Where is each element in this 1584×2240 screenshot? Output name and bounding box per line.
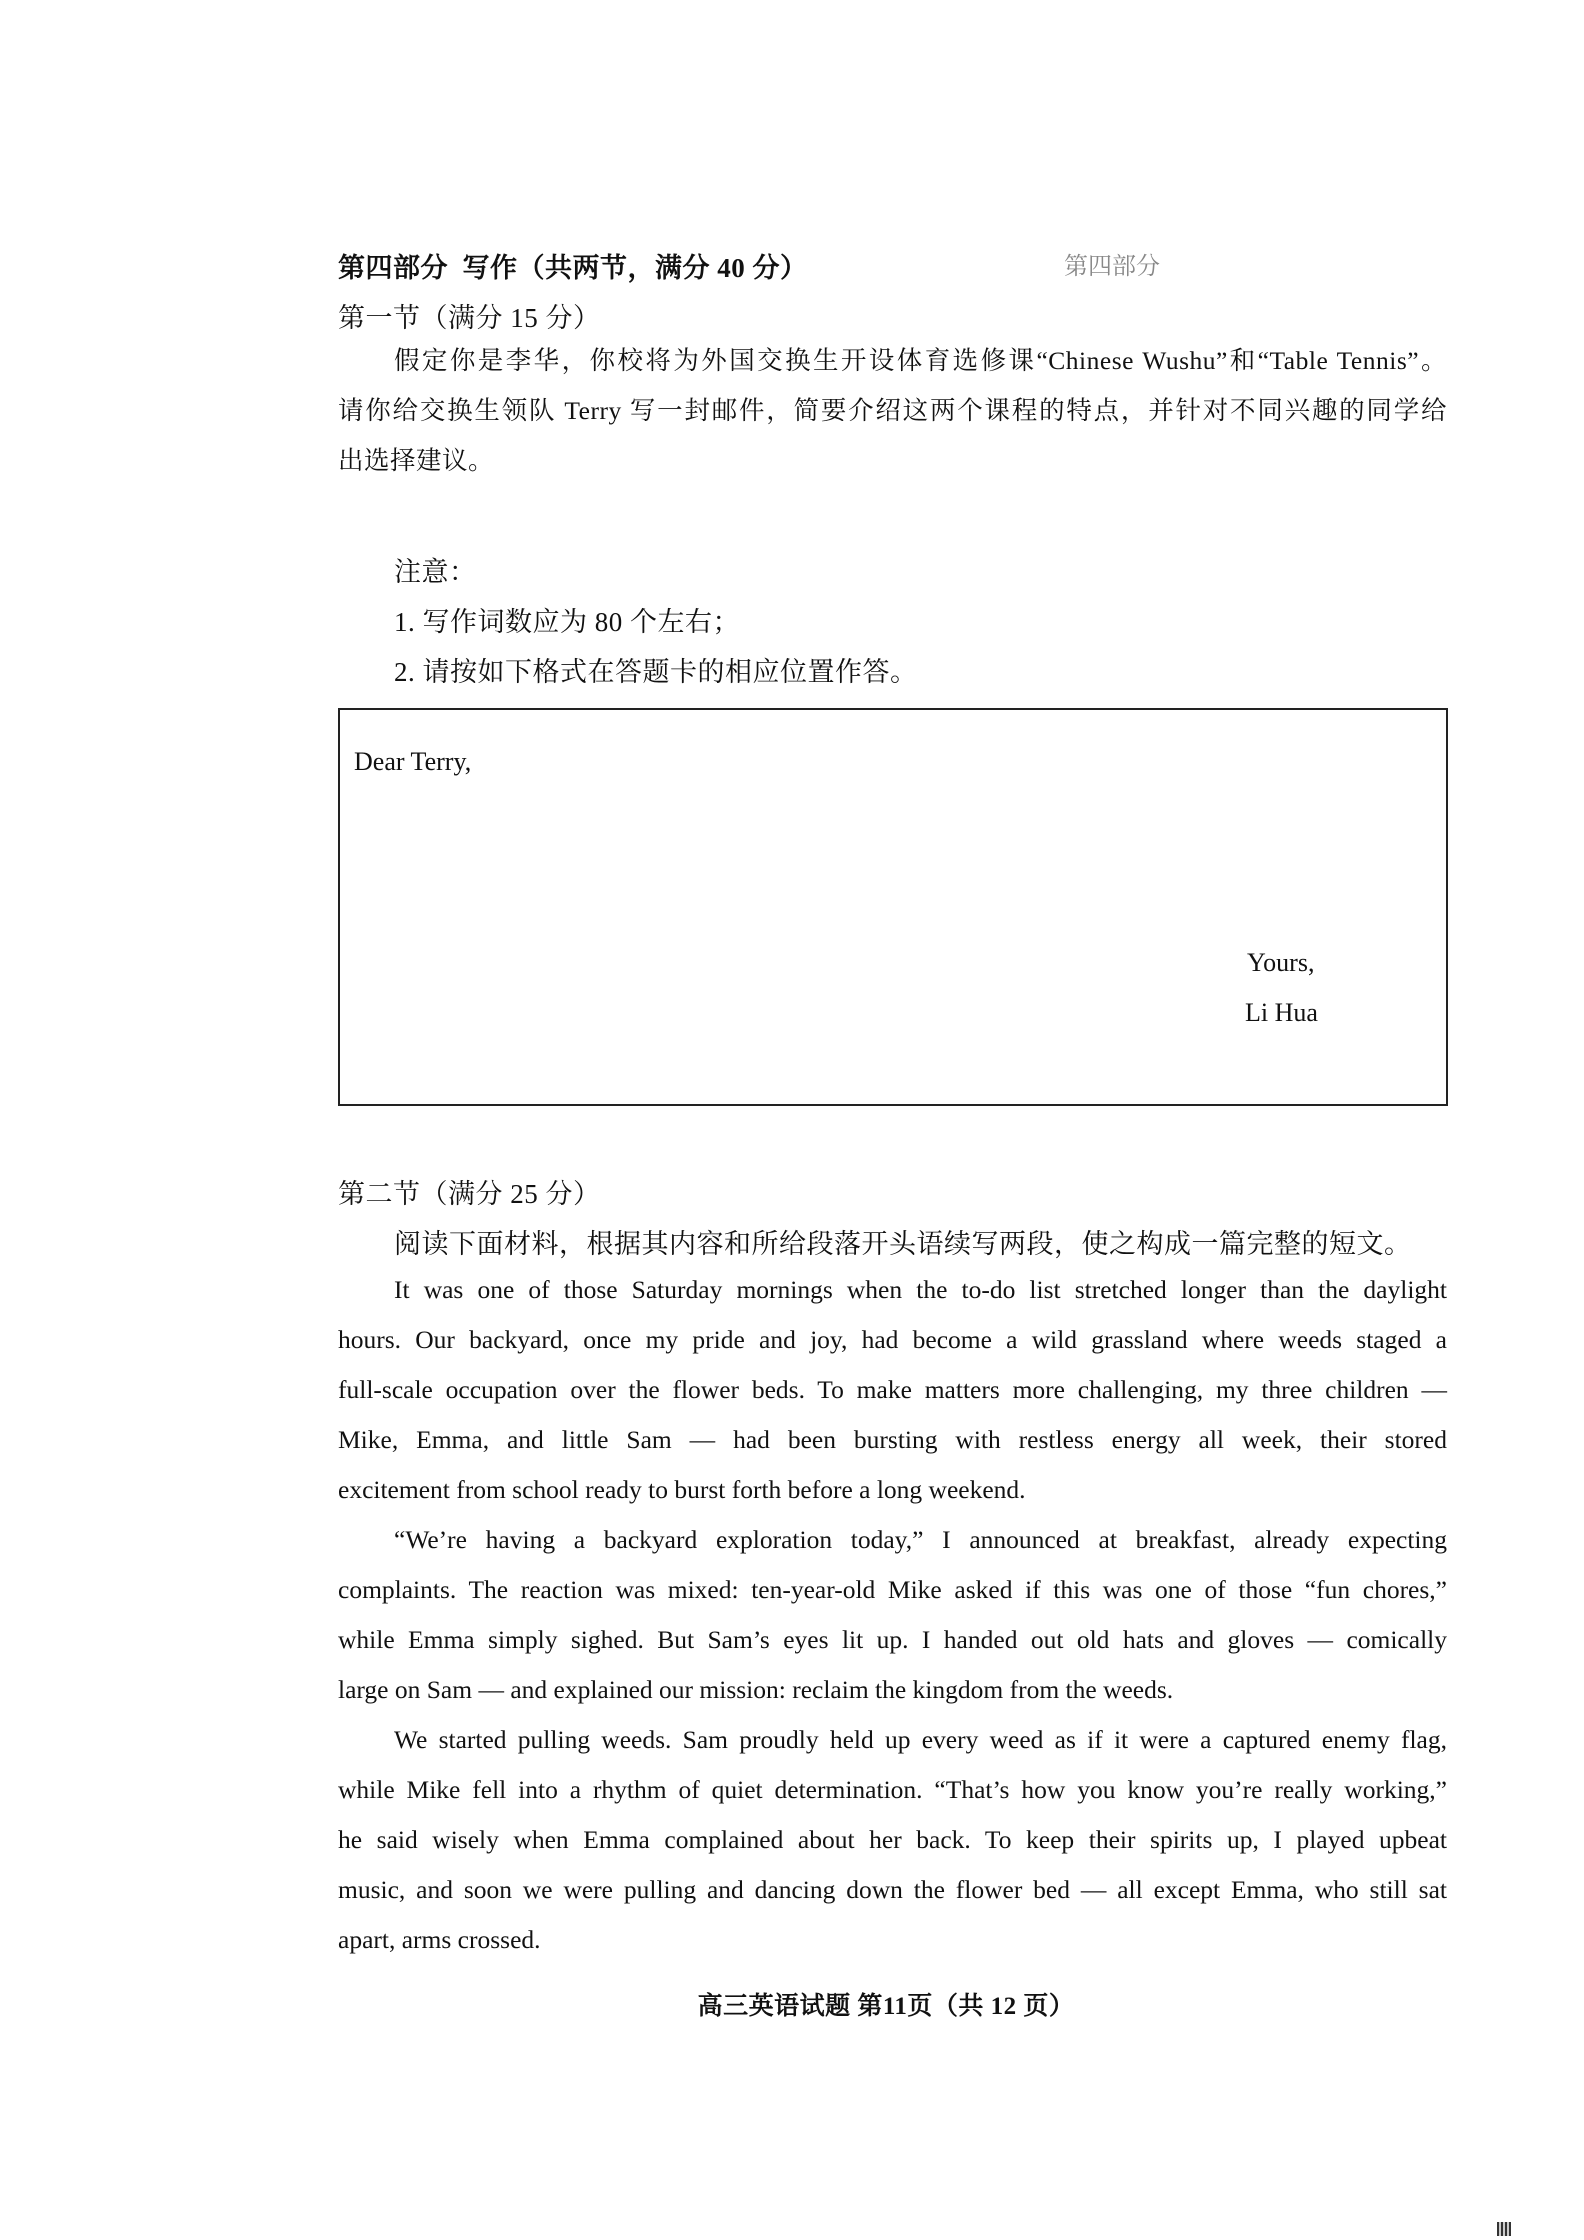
part-stamp: 第四部分: [1064, 254, 1160, 280]
note-item: 1. 写作词数应为 80 个左右；: [394, 607, 740, 637]
letter-greeting: Dear Terry,: [354, 747, 472, 776]
passage-line: excitement from school ready to burst forth before a long weekend.: [338, 1475, 1026, 1504]
section2-heading: 第二节（满分 25 分）: [338, 1179, 601, 1209]
passage-line: while Mike fell into a rhythm of quiet determination. “That’s how you know you’re really working,”: [338, 1775, 1447, 1804]
letter-closing: Yours,: [1247, 948, 1315, 977]
passage-line: Mike, Emma, and little Sam — had been bursting with restless energy all week, their stored: [338, 1425, 1447, 1454]
part-heading: 第四部分 写作（共两节，满分 40 分）: [338, 253, 808, 283]
prompt-line: 假定你是李华，你校将为外国交换生开设体育选修课“Chinese Wushu”和“Table Tennis”。: [394, 346, 1447, 375]
prompt-line: 出选择建议。: [338, 446, 495, 475]
section2-instruction: 阅读下面材料，根据其内容和所给段落开头语续写两段，使之构成一篇完整的短文。: [394, 1229, 1412, 1259]
passage-line: music, and soon we were pulling and dancing down the flower bed — all except Emma, who still sat: [338, 1875, 1447, 1904]
letter-format-box: [338, 708, 1448, 1106]
section1-heading: 第一节（满分 15 分）: [338, 303, 601, 333]
page-footer: 高三英语试题 第11页（共 12 页）: [697, 1993, 1075, 2020]
qr-code-icon: [1497, 2222, 1511, 2236]
letter-signature: Li Hua: [1245, 998, 1318, 1027]
passage-line: full-scale occupation over the flower beds. To make matters more challenging, my three children —: [338, 1375, 1447, 1404]
passage-line: We started pulling weeds. Sam proudly held up every weed as if it were a captured enemy flag,: [394, 1725, 1447, 1754]
passage-line: It was one of those Saturday mornings when the to-do list stretched longer than the daylight: [394, 1275, 1447, 1304]
passage-line: hours. Our backyard, once my pride and joy, had become a wild grassland where weeds staged a: [338, 1325, 1447, 1354]
passage-line: while Emma simply sighed. But Sam’s eyes lit up. I handed out old hats and gloves — comically: [338, 1625, 1447, 1654]
prompt-line: 请你给交换生领队 Terry 写一封邮件，简要介绍这两个课程的特点，并针对不同兴趣的同学给: [338, 396, 1447, 425]
passage-line: “We’re having a backyard exploration today,” I announced at breakfast, already expecting: [394, 1525, 1447, 1554]
notes-title: 注意：: [394, 557, 477, 587]
passage-line: complaints. The reaction was mixed: ten-year-old Mike asked if this was one of those “fun chores,”: [338, 1575, 1447, 1604]
passage-line: apart, arms crossed.: [338, 1925, 541, 1954]
passage-line: large on Sam — and explained our mission: reclaim the kingdom from the weeds.: [338, 1675, 1174, 1704]
passage-line: he said wisely when Emma complained about her back. To keep their spirits up, I played upbeat: [338, 1825, 1447, 1854]
note-item: 2. 请按如下格式在答题卡的相应位置作答。: [394, 657, 918, 687]
